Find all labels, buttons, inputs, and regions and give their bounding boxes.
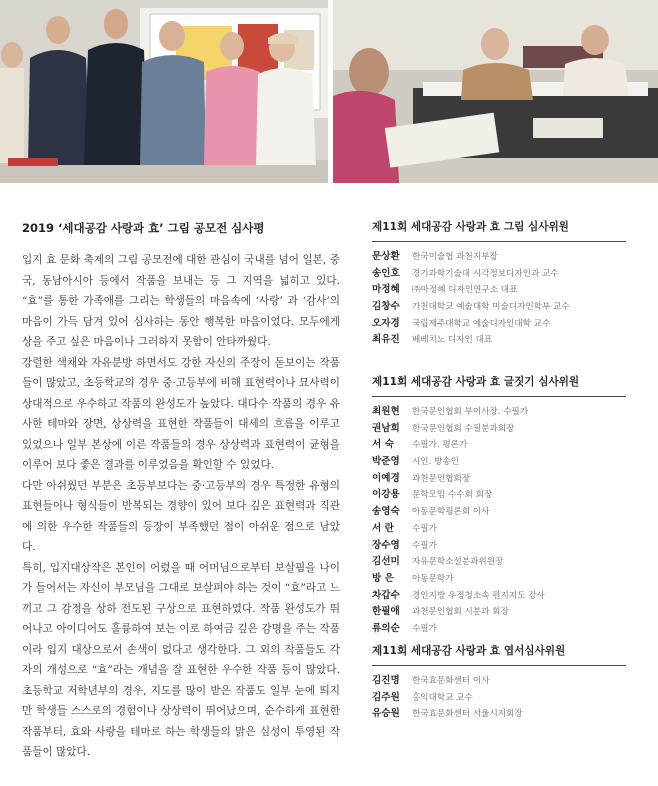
judge-row xyxy=(372,420,626,437)
judge-role: 과천문인협회장 xyxy=(412,473,471,484)
judge-role: 한국효문화센터 서울시지회장 xyxy=(412,709,523,720)
judge-role: 경기과학기술대 시각정보디자인과 교수 xyxy=(412,268,559,279)
judge-row xyxy=(372,486,626,503)
drawing-judges-panel xyxy=(372,219,626,348)
judge-role: 아동문학가 xyxy=(412,573,454,584)
judge-role: 한국문인협회 수필분과회장 xyxy=(412,423,515,434)
judge-row xyxy=(372,520,626,537)
judge-name: 방 은 xyxy=(372,572,394,584)
panel-title: 제11회 세대공감 사랑과 효 글짓기 심사위원 xyxy=(372,374,626,397)
judge-row xyxy=(372,281,626,298)
judge-name: 오자경 xyxy=(372,317,400,329)
judge-row xyxy=(372,689,626,706)
judge-role: 문학모임 수수회 회장 xyxy=(412,490,493,501)
judge-role: 과천문인협회 시분과 회장 xyxy=(412,607,509,618)
judge-name: 김진명 xyxy=(372,675,400,686)
judge-name: 김창수 xyxy=(372,301,400,313)
judge-row xyxy=(372,331,626,348)
judge-role: 수필가 xyxy=(412,623,437,634)
judge-name: 송인호 xyxy=(372,267,400,279)
essay-paragraph: 다만 아쉬웠던 부분은 초등부보다는 중·고등부의 경우 특정한 유형의 표현들이나 형식들이 반복되는 경향이 있어 보다 깊은 표현력과 직관에 의한 우수한 작품들의 등장이 부족했던 점이 아쉬운 점으로 남았다. xyxy=(22,479,340,553)
judging-session-photo xyxy=(333,0,658,183)
judge-row xyxy=(372,403,626,420)
judge-name: 이예경 xyxy=(372,472,400,484)
judge-name: 이강용 xyxy=(372,489,400,501)
essay-paragraph: 입지 효 문화 축제의 그림 공모전에 대한 관심이 국내를 넘어 일본, 중국, 동남아시아 등에서 작품을 보내는 등 그 지역을 넓히고 있다. “효”를 통한 가족애를 그리는 학생들의 마음속에 ‘사랑’ 과 ‘감사’의 마음이 가득 담겨 있어 심사하는 동안 행복한 마음이었다. 모두에게 상을 주고 싶은 마음이나 그러하지 못함이 안타까웠다. xyxy=(22,254,340,348)
judge-role: 한국미술협 과천지부장 xyxy=(412,252,498,262)
judge-role: 한국문인협회 부이사장. 수필가 xyxy=(412,407,529,417)
postcard-judges-panel xyxy=(372,643,626,722)
judge-name: 마정혜 xyxy=(372,284,400,296)
judge-name: 차갑수 xyxy=(372,589,400,601)
panel-title: 제11회 세대공감 사랑과 효 엽서심사위원 xyxy=(372,643,626,666)
judge-name: 류의순 xyxy=(372,622,400,634)
judge-row xyxy=(372,603,626,620)
judge-row xyxy=(372,705,626,722)
judge-role: 아동문학평론회 이사 xyxy=(412,507,490,518)
judge-name: 서 란 xyxy=(372,522,394,534)
judge-row xyxy=(372,570,626,587)
essay-paragraph: 특히, 입지대상작은 본인이 어렸을 때 어머님으로부터 보살핌을 나이가 들어서는 자신이 부모님을 그대로 보살펴야 하는 것이 “효”라고 느끼고 그 감정을 상하 전도된 구상으로 표현하였다. 작품 완성도가 뛰어나고 아이디어도 훌륭하여 보는 이로 하여금 깊은 감명을 주는 작품이라 입지 대상으로서 손색이 없다고 생각한다. 그 외의 작품들도 각자의 개성으로 “효”라는 개념을 잘 표현한 우수한 작품 등이 많았다. 초등학교 저학년부의 경우, 지도를 많이 받은 작품도 일부 눈에 띄지만 학생들 스스로의 경험이나 상상력이 뛰어났으며, 순수하게 표현한 작품부터, 효와 사랑을 테마로 하는 학생들의 맑은 심성이 투영된 작품들이 많았다. xyxy=(22,561,340,758)
judge-name: 서 숙 xyxy=(372,439,394,451)
judge-row xyxy=(372,620,626,637)
essay-paragraph: 강렬한 색채와 자유분방 하면서도 강한 자신의 주장이 돋보이는 작품들이 많았고, 초등학교의 경우 중·고등부에 비해 표현력이나 묘사력이 상대적으로 우수하고 작품의 완성도가 높았다. 대다수 작품의 경우 유사한 테마와 장면, 상상력을 표현한 작품들이 대세의 흐름을 이루고 있었으나 일부 본상에 이른 작품들의 경우 상상력과 표현력이 균형을 이루어 보다 좋은 결과를 이루었음을 확인할 수 있었다. xyxy=(22,356,340,471)
judge-name: 유승원 xyxy=(372,708,400,720)
judge-name: 한필애 xyxy=(372,606,400,618)
judges-group-photo xyxy=(0,0,328,183)
judge-role: 수필가. 평론가 xyxy=(412,440,468,451)
judge-row xyxy=(372,470,626,487)
essay-body xyxy=(22,250,340,763)
judge-role: 한국효문화센터 이사 xyxy=(412,676,490,686)
judge-row xyxy=(372,587,626,604)
judge-role: 경인지방 우정청소속 편지지도 강사 xyxy=(412,590,545,601)
judge-role: 시인. 방송인 xyxy=(412,457,459,468)
essay-title: 2019 ‘세대공감 사랑과 효’ 그림 공모전 심사평 xyxy=(22,221,265,235)
judge-name: 권남희 xyxy=(372,422,400,434)
judge-list xyxy=(372,248,626,348)
judge-role: 수필가 xyxy=(412,523,437,534)
writing-judges-panel xyxy=(372,374,626,637)
judge-row xyxy=(372,537,626,554)
judge-name: 송영숙 xyxy=(372,506,400,518)
judge-list xyxy=(372,403,626,637)
panel-title: 제11회 세대공감 사랑과 효 그림 심사위원 xyxy=(372,219,626,242)
judge-name: 박준영 xyxy=(372,456,400,468)
judge-row xyxy=(372,453,626,470)
judge-name: 최유진 xyxy=(372,334,400,346)
judge-row xyxy=(372,298,626,315)
judge-role: 국립제주대학교 예술디자인대학 교수 xyxy=(412,318,551,329)
judge-list xyxy=(372,672,626,722)
judge-role: ㈜마정혜 디자인연구소 대표 xyxy=(412,285,518,296)
judge-role: 수필가 xyxy=(412,540,437,551)
judge-role: 베베치노 디자인 대표 xyxy=(412,335,493,346)
judge-name: 김주원 xyxy=(372,691,400,703)
judge-name: 장수영 xyxy=(372,539,400,551)
judge-row xyxy=(372,503,626,520)
judge-role: 가천대학교 예술대학 미술디자인학부 교수 xyxy=(412,302,570,313)
judge-row xyxy=(372,315,626,332)
judge-role: 홍익대학교 교수 xyxy=(412,692,473,703)
judge-row xyxy=(372,436,626,453)
judge-row xyxy=(372,248,626,265)
judge-row xyxy=(372,672,626,689)
judge-row xyxy=(372,553,626,570)
judge-role: 자유문학소설분과위원장 xyxy=(412,557,504,568)
judge-row xyxy=(372,265,626,282)
judge-name: 문상환 xyxy=(372,251,400,262)
judge-name: 최원현 xyxy=(372,406,400,417)
judge-name: 김선미 xyxy=(372,556,400,568)
